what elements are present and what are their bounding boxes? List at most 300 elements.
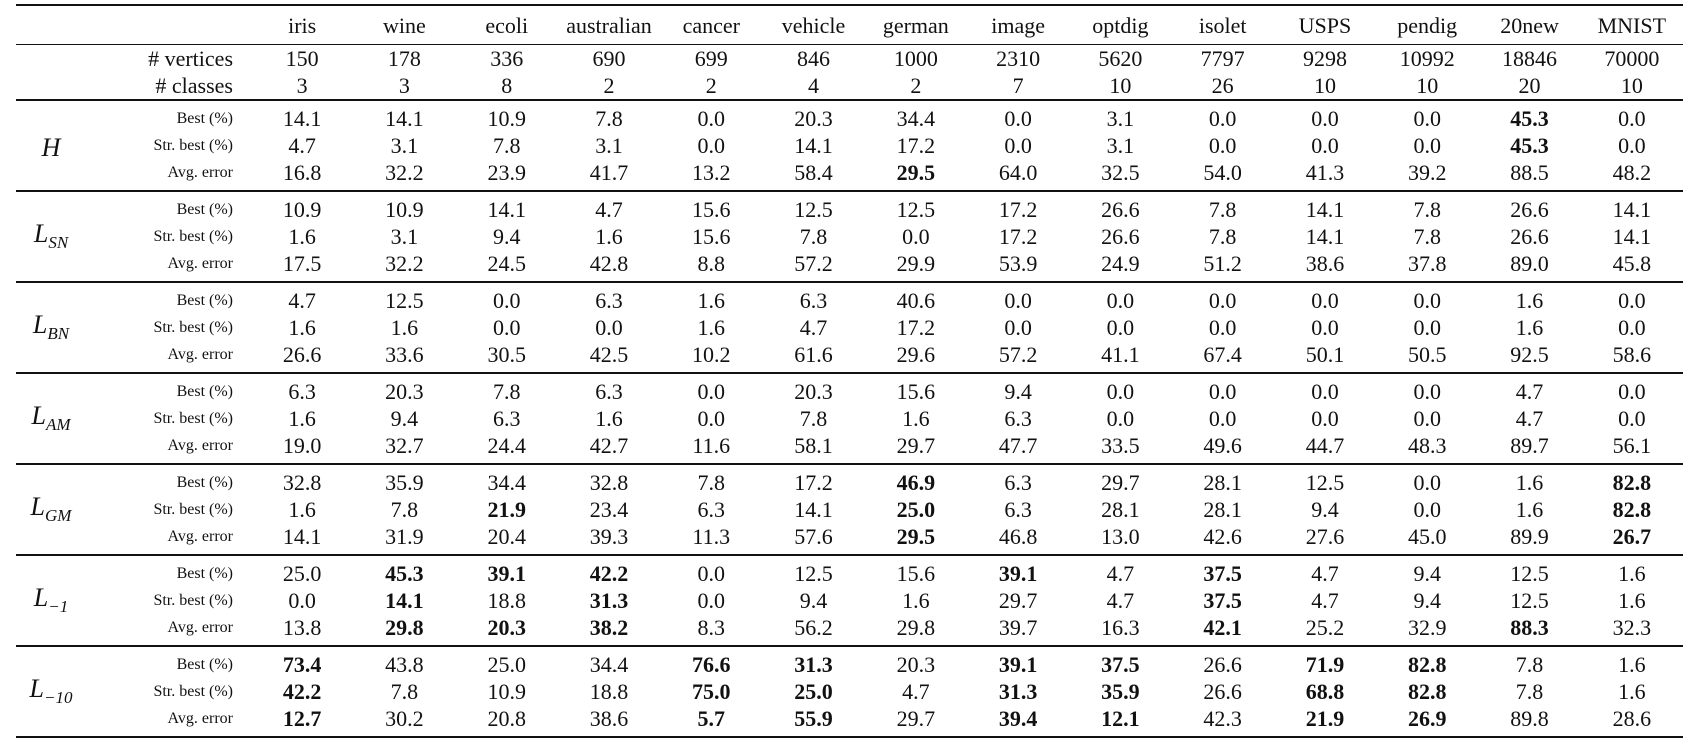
value-cell: 4.7: [1106, 588, 1135, 613]
metric-row: [16, 432, 1683, 464]
value-cell: 0.0: [288, 588, 316, 613]
value-cell: 14.1: [487, 197, 526, 222]
value-cell: 0.0: [697, 106, 726, 131]
dataset-header: ecoli: [485, 12, 529, 38]
value-cell: 29.8: [896, 615, 936, 640]
value-cell: 50.1: [1305, 342, 1345, 367]
value-cell: 25.0: [282, 561, 322, 586]
dataset-header: USPS: [1298, 12, 1352, 38]
value-cell: 45.3: [1510, 133, 1549, 158]
method-group: [16, 100, 1683, 191]
value-cell: 28.1: [1203, 470, 1242, 495]
metric-row: [16, 555, 1683, 587]
value-cell: 32.9: [1407, 615, 1447, 640]
value-cell: 15.6: [896, 379, 936, 404]
value-cell: 14.1: [282, 106, 322, 131]
value-cell: 1.6: [902, 588, 930, 613]
value-cell: 89.7: [1510, 433, 1549, 458]
value-cell: 34.4: [487, 470, 526, 495]
metric-row: [16, 132, 1683, 159]
value-cell: 32.2: [385, 251, 424, 276]
value-cell: 45.3: [385, 561, 424, 586]
value-cell: 82.8: [1407, 652, 1447, 677]
metric-label: Best (%): [176, 565, 233, 582]
method-group: [16, 373, 1683, 464]
value-cell: 32.2: [385, 160, 424, 185]
metric-row: [16, 250, 1683, 282]
value-cell: 34.4: [896, 106, 936, 131]
value-cell: 9.4: [1413, 561, 1441, 586]
value-cell: 6.3: [288, 379, 316, 404]
info-cell: 9298: [1302, 46, 1347, 71]
value-cell: 20.4: [487, 524, 526, 549]
value-cell: 4.7: [1311, 588, 1339, 613]
value-cell: 14.1: [1305, 224, 1345, 249]
method-label: [16, 100, 86, 191]
value-cell: 29.7: [896, 706, 936, 731]
metric-label: Str. best (%): [153, 137, 233, 154]
value-cell: 0.0: [1618, 106, 1646, 131]
value-cell: 8.3: [697, 615, 726, 640]
value-cell: 42.6: [1203, 524, 1242, 549]
info-cell: 20: [1518, 73, 1541, 98]
value-cell: 0.0: [492, 315, 521, 340]
value-cell: 1.6: [697, 315, 726, 340]
value-cell: 82.8: [1612, 470, 1652, 495]
value-cell: 32.5: [1101, 160, 1140, 185]
metric-row: [16, 373, 1683, 405]
metric-row: [16, 523, 1683, 555]
value-cell: 16.3: [1101, 615, 1140, 640]
value-cell: 17.2: [998, 197, 1038, 222]
value-cell: 71.9: [1305, 652, 1345, 677]
value-cell: 27.6: [1305, 524, 1345, 549]
value-cell: 33.6: [385, 342, 424, 367]
value-cell: 7.8: [1413, 224, 1441, 249]
value-cell: 57.2: [794, 251, 833, 276]
value-cell: 46.8: [998, 524, 1038, 549]
dataset-header: wine: [383, 12, 426, 38]
info-cell: 8: [501, 73, 513, 98]
value-cell: 7.8: [799, 406, 828, 431]
value-cell: 35.9: [385, 470, 424, 495]
value-cell: 1.6: [1515, 288, 1544, 313]
metric-label: Avg. error: [167, 528, 233, 545]
value-cell: 35.9: [1101, 679, 1140, 704]
value-cell: 0.0: [1208, 315, 1237, 340]
method-label: [16, 191, 86, 282]
value-cell: 29.7: [1101, 470, 1140, 495]
value-cell: 29.5: [896, 160, 936, 185]
value-cell: 8.8: [697, 251, 726, 276]
value-cell: 73.4: [282, 652, 322, 677]
method-subscript: AM: [45, 415, 71, 435]
metric-row: [16, 223, 1683, 250]
value-cell: 9.4: [390, 406, 419, 431]
method-label: [16, 282, 86, 373]
value-cell: 28.1: [1203, 497, 1242, 522]
value-cell: 54.0: [1203, 160, 1242, 185]
info-cell: 2: [910, 73, 922, 98]
value-cell: 14.1: [794, 497, 833, 522]
value-cell: 89.0: [1510, 251, 1549, 276]
value-cell: 50.5: [1407, 342, 1447, 367]
value-cell: 7.8: [1208, 224, 1237, 249]
metric-label: Str. best (%): [153, 228, 233, 245]
value-cell: 76.6: [692, 652, 731, 677]
info-cell: 178: [387, 46, 421, 71]
info-cell: 1000: [893, 46, 938, 71]
value-cell: 41.3: [1305, 160, 1345, 185]
info-cell: 26: [1211, 73, 1234, 98]
value-cell: 37.5: [1101, 652, 1140, 677]
metric-label: Str. best (%): [153, 410, 233, 427]
value-cell: 6.3: [492, 406, 521, 431]
value-cell: 0.0: [1106, 379, 1135, 404]
info-row-classes: [16, 72, 1683, 100]
value-cell: 31.3: [589, 588, 629, 613]
value-cell: 12.1: [1101, 706, 1140, 731]
metric-label: Str. best (%): [153, 592, 233, 609]
results-table: [16, 4, 1683, 738]
value-cell: 1.6: [288, 224, 316, 249]
value-cell: 25.0: [896, 497, 936, 522]
value-cell: 45.8: [1612, 251, 1652, 276]
value-cell: 39.1: [998, 652, 1038, 677]
value-cell: 0.0: [1208, 379, 1237, 404]
value-cell: 15.6: [692, 197, 731, 222]
value-cell: 12.5: [1510, 561, 1549, 586]
method-label: [16, 464, 86, 555]
value-cell: 46.9: [896, 470, 936, 495]
method-group: [16, 646, 1683, 737]
value-cell: 1.6: [288, 406, 316, 431]
value-cell: 25.2: [1305, 615, 1345, 640]
metric-row: [16, 159, 1683, 191]
value-cell: 34.4: [589, 652, 629, 677]
value-cell: 0.0: [1413, 288, 1441, 313]
value-cell: 51.2: [1203, 251, 1242, 276]
value-cell: 0.0: [1618, 315, 1646, 340]
value-cell: 6.3: [595, 288, 623, 313]
header-corner: [16, 5, 251, 45]
metric-label: Best (%): [176, 656, 233, 673]
value-cell: 7.8: [595, 106, 623, 131]
value-cell: 24.5: [487, 251, 526, 276]
metric-row: [16, 282, 1683, 314]
value-cell: 0.0: [1208, 288, 1237, 313]
value-cell: 0.0: [1311, 315, 1339, 340]
value-cell: 41.1: [1101, 342, 1140, 367]
value-cell: 26.6: [1101, 224, 1140, 249]
value-cell: 0.0: [1413, 133, 1441, 158]
value-cell: 39.4: [998, 706, 1038, 731]
info-cell: 10: [1620, 73, 1643, 98]
value-cell: 41.7: [589, 160, 629, 185]
value-cell: 7.8: [390, 679, 419, 704]
method-name: H: [41, 133, 61, 162]
value-cell: 4.7: [1106, 561, 1135, 586]
value-cell: 1.6: [1618, 679, 1646, 704]
value-cell: 88.3: [1510, 615, 1549, 640]
metric-label: Avg. error: [167, 346, 233, 363]
info-cell: 336: [490, 46, 524, 71]
value-cell: 0.0: [1618, 406, 1646, 431]
value-cell: 45.0: [1407, 524, 1447, 549]
value-cell: 37.5: [1203, 588, 1242, 613]
info-cell: 3: [398, 73, 410, 98]
method-name: L: [31, 401, 46, 431]
dataset-header: cancer: [682, 12, 740, 38]
value-cell: 28.6: [1612, 706, 1652, 731]
value-cell: 14.1: [385, 106, 424, 131]
dataset-header: german: [882, 12, 949, 38]
value-cell: 1.6: [288, 497, 316, 522]
method-group: [16, 282, 1683, 373]
value-cell: 39.7: [998, 615, 1038, 640]
metric-label: Str. best (%): [153, 683, 233, 700]
value-cell: 0.0: [1106, 315, 1135, 340]
value-cell: 20.3: [487, 615, 526, 640]
value-cell: 0.0: [697, 133, 726, 158]
value-cell: 18.8: [589, 679, 629, 704]
value-cell: 57.6: [794, 524, 833, 549]
value-cell: 1.6: [288, 315, 316, 340]
value-cell: 89.9: [1510, 524, 1549, 549]
dataset-header: australian: [566, 12, 652, 38]
value-cell: 4.7: [902, 679, 930, 704]
metric-row: [16, 587, 1683, 614]
info-label: # vertices: [148, 46, 233, 71]
value-cell: 42.3: [1203, 706, 1242, 731]
value-cell: 9.4: [492, 224, 521, 249]
value-cell: 23.9: [487, 160, 526, 185]
dataset-header: optdig: [1092, 12, 1149, 38]
info-cell: 2310: [996, 46, 1041, 71]
value-cell: 0.0: [1413, 497, 1441, 522]
metric-row: [16, 678, 1683, 705]
value-cell: 0.0: [1618, 133, 1646, 158]
value-cell: 42.2: [589, 561, 629, 586]
value-cell: 4.7: [595, 197, 623, 222]
value-cell: 0.0: [902, 224, 930, 249]
value-cell: 47.7: [998, 433, 1038, 458]
value-cell: 0.0: [697, 588, 726, 613]
value-cell: 14.1: [282, 524, 322, 549]
value-cell: 18.8: [487, 588, 526, 613]
value-cell: 42.7: [589, 433, 629, 458]
info-cell: 18846: [1502, 46, 1558, 71]
value-cell: 55.9: [794, 706, 833, 731]
value-cell: 26.9: [1407, 706, 1447, 731]
value-cell: 0.0: [1004, 315, 1032, 340]
value-cell: 58.1: [794, 433, 833, 458]
value-cell: 28.1: [1101, 497, 1140, 522]
value-cell: 29.8: [385, 615, 424, 640]
value-cell: 0.0: [1413, 406, 1441, 431]
value-cell: 4.7: [1311, 561, 1339, 586]
value-cell: 12.5: [1510, 588, 1549, 613]
metric-row: [16, 705, 1683, 737]
value-cell: 12.5: [794, 561, 833, 586]
value-cell: 53.9: [998, 251, 1038, 276]
value-cell: 3.1: [390, 133, 419, 158]
info-cell: 846: [797, 46, 831, 71]
value-cell: 7.8: [492, 133, 521, 158]
value-cell: 1.6: [390, 315, 419, 340]
value-cell: 82.8: [1612, 497, 1652, 522]
value-cell: 44.7: [1305, 433, 1345, 458]
value-cell: 88.5: [1510, 160, 1549, 185]
value-cell: 17.2: [896, 133, 936, 158]
value-cell: 7.8: [1515, 652, 1544, 677]
value-cell: 26.6: [1510, 224, 1549, 249]
value-cell: 33.5: [1101, 433, 1140, 458]
value-cell: 9.4: [1413, 588, 1441, 613]
value-cell: 25.0: [487, 652, 526, 677]
value-cell: 0.0: [697, 406, 726, 431]
value-cell: 48.3: [1407, 433, 1447, 458]
value-cell: 9.4: [799, 588, 828, 613]
value-cell: 0.0: [1413, 106, 1441, 131]
value-cell: 39.2: [1407, 160, 1447, 185]
value-cell: 64.0: [998, 160, 1038, 185]
value-cell: 15.6: [896, 561, 936, 586]
method-name: L: [33, 219, 49, 249]
value-cell: 10.2: [692, 342, 731, 367]
value-cell: 12.5: [1305, 470, 1345, 495]
value-cell: 30.2: [385, 706, 424, 731]
value-cell: 26.6: [1203, 679, 1242, 704]
value-cell: 82.8: [1407, 679, 1447, 704]
info-cell: 70000: [1604, 46, 1660, 71]
value-cell: 20.8: [487, 706, 526, 731]
method-subscript: GM: [45, 506, 72, 526]
method-subscript: SN: [48, 233, 69, 253]
method-subscript: −10: [43, 688, 73, 708]
value-cell: 9.4: [1311, 497, 1339, 522]
metric-label: Best (%): [176, 383, 233, 400]
value-cell: 0.0: [1208, 406, 1237, 431]
value-cell: 0.0: [1311, 106, 1339, 131]
info-cell: 150: [285, 46, 319, 71]
value-cell: 42.5: [589, 342, 629, 367]
value-cell: 6.3: [1004, 406, 1032, 431]
value-cell: 39.1: [487, 561, 526, 586]
metric-label: Best (%): [176, 110, 233, 127]
metric-row: [16, 614, 1683, 646]
method-name: L: [30, 492, 45, 522]
value-cell: 7.8: [390, 497, 419, 522]
value-cell: 0.0: [595, 315, 623, 340]
info-spacer: [16, 72, 86, 100]
value-cell: 1.6: [1515, 497, 1544, 522]
value-cell: 7.8: [799, 224, 828, 249]
value-cell: 19.0: [282, 433, 322, 458]
value-cell: 42.1: [1203, 615, 1242, 640]
value-cell: 31.9: [385, 524, 424, 549]
method-subscript: −1: [48, 597, 69, 617]
value-cell: 0.0: [1618, 379, 1646, 404]
value-cell: 17.2: [896, 315, 936, 340]
value-cell: 1.6: [1515, 315, 1544, 340]
value-cell: 56.1: [1612, 433, 1652, 458]
value-cell: 0.0: [1311, 406, 1339, 431]
value-cell: 6.3: [1004, 497, 1032, 522]
value-cell: 26.6: [282, 342, 322, 367]
value-cell: 1.6: [595, 406, 623, 431]
value-cell: 1.6: [902, 406, 930, 431]
value-cell: 12.5: [896, 197, 936, 222]
metric-label: Best (%): [176, 201, 233, 218]
info-cell: 4: [808, 73, 820, 98]
value-cell: 30.5: [487, 342, 526, 367]
value-cell: 13.0: [1101, 524, 1140, 549]
value-cell: 1.6: [1618, 561, 1646, 586]
info-cell: 690: [592, 46, 626, 71]
value-cell: 12.5: [794, 197, 833, 222]
metric-row: [16, 341, 1683, 373]
value-cell: 6.3: [799, 288, 828, 313]
value-cell: 32.8: [282, 470, 322, 495]
metric-label: Avg. error: [167, 164, 233, 181]
value-cell: 17.5: [282, 251, 322, 276]
value-cell: 7.8: [1208, 197, 1237, 222]
metric-label: Avg. error: [167, 437, 233, 454]
info-cell: 2: [705, 73, 717, 98]
value-cell: 0.0: [1311, 288, 1339, 313]
method-label: [16, 555, 86, 646]
value-cell: 20.3: [794, 106, 833, 131]
value-cell: 0.0: [1413, 470, 1441, 495]
value-cell: 39.1: [998, 561, 1038, 586]
metric-row: [16, 314, 1683, 341]
metric-row: [16, 464, 1683, 496]
value-cell: 3.1: [595, 133, 623, 158]
method-group: [16, 555, 1683, 646]
value-cell: 6.3: [697, 497, 726, 522]
value-cell: 1.6: [1618, 588, 1646, 613]
value-cell: 13.2: [692, 160, 731, 185]
value-cell: 42.2: [282, 679, 322, 704]
value-cell: 14.1: [1612, 224, 1652, 249]
dataset-header: 20new: [1500, 12, 1559, 38]
value-cell: 32.7: [385, 433, 424, 458]
value-cell: 7.8: [1515, 679, 1544, 704]
value-cell: 4.7: [1515, 379, 1544, 404]
value-cell: 15.6: [692, 224, 731, 249]
value-cell: 0.0: [1208, 133, 1237, 158]
value-cell: 10.9: [487, 679, 526, 704]
value-cell: 1.6: [697, 288, 726, 313]
value-cell: 29.7: [998, 588, 1038, 613]
info-cell: 2: [603, 73, 615, 98]
value-cell: 32.8: [589, 470, 629, 495]
metric-label: Avg. error: [167, 710, 233, 727]
metric-label: Best (%): [176, 474, 233, 491]
value-cell: 23.4: [589, 497, 629, 522]
info-label: # classes: [155, 73, 233, 98]
info-spacer: [16, 45, 86, 73]
value-cell: 3.1: [1106, 106, 1135, 131]
metric-label: Avg. error: [167, 619, 233, 636]
value-cell: 26.6: [1510, 197, 1549, 222]
dataset-header: iris: [288, 12, 317, 38]
value-cell: 13.8: [282, 615, 322, 640]
value-cell: 37.5: [1203, 561, 1242, 586]
value-cell: 29.5: [896, 524, 936, 549]
value-cell: 4.7: [1515, 406, 1544, 431]
